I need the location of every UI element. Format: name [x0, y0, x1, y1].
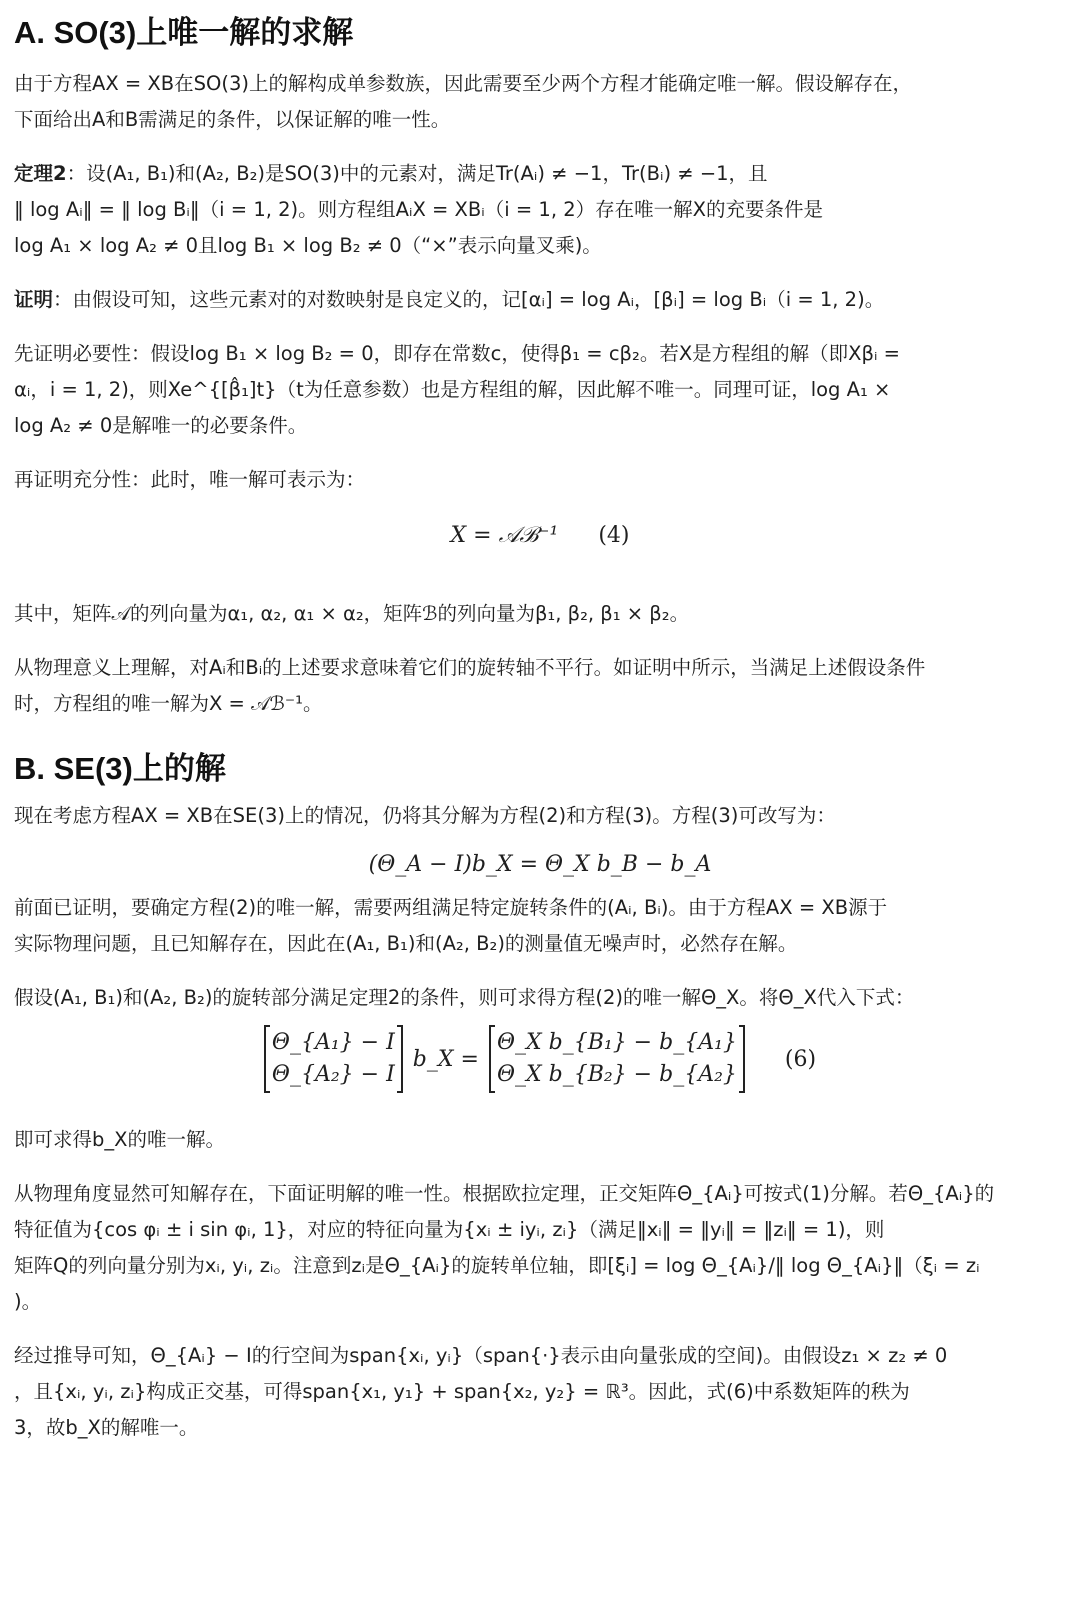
equation-6-middle: b_X = — [412, 1046, 479, 1072]
sufficiency-paragraph: 再证明充分性：此时，唯一解可表示为： — [14, 468, 366, 491]
equation-3 — [14, 840, 1066, 890]
columns-paragraph: 其中，矩阵𝒜的列向量为α₁, α₂, α₁ × α₂，矩阵ℬ的列向量为β₁, β₂, β₁ × β₂。 — [14, 602, 690, 625]
section-b-intro: 现在考虑方程AX = XB在SE(3)上的情况，仍将其分解为方程(2)和方程(3)。方程(3)可改写为： — [14, 804, 836, 827]
section-a-intro: 由于方程AX = XB在SO(3)上的解构成单参数族，因此需要至少两个方程才能确定唯一解。假设解存在， 下面给出A和B需满足的条件，以保证解的唯一性。 — [14, 72, 913, 131]
equation-4 — [14, 516, 1066, 588]
proof-label: 证明 — [14, 288, 54, 311]
necessity-paragraph: 先证明必要性：假设log B₁ × log B₂ = 0，即存在常数c，使得β₁ = cβ₂。若X是方程组的解（即Xβᵢ = αᵢ，i = 1, 2)，则Xe^{[β̂₁]t}（t为任意参数）也是方程组的解，因此解不唯一。同理可证，log A₁ × log A₂ ≠ 0是解唯一的必要条件。 — [14, 342, 901, 437]
theorem-text: ：设(A₁, B₁)和(A₂, B₂)是SO(3)中的元素对，满足Tr(Aᵢ) ≠ −1，Tr(Bᵢ) ≠ −1，且 ‖ log Aᵢ‖ = ‖ log Bᵢ‖（i = 1, 2)。则方程组AᵢX = XBᵢ（i = 1, 2）存在唯一解X的充要条件是 log A₁ × log A₂ ≠ 0且log B₁ × log B₂ ≠ 0（“×”表示向量叉乘)。 — [14, 162, 824, 257]
equation-6-right-row-1: Θ_X b_{B₁} − b_{A₁} — [496, 1030, 737, 1055]
equation-6-right-matrix — [489, 1025, 745, 1093]
euler-paragraph: 从物理角度显然可知解存在，下面证明解的唯一性。根据欧拉定理，正交矩阵Θ_{Aᵢ}可按式(1)分解。若Θ_{Aᵢ}的 特征值为{cos φᵢ ± i sin φᵢ, 1}，对应的特征向量为{xᵢ ± iyᵢ, zᵢ}（满足‖xᵢ‖ = ‖yᵢ‖ = ‖zᵢ‖ = 1)，则 矩阵Q的列向量分别为xᵢ, yᵢ, zᵢ。注意到zᵢ是Θ_{Aᵢ}的旋转单位轴，即[ξᵢ] = log Θ_{Aᵢ}/‖ log Θ_{Aᵢ}‖（ξᵢ = zᵢ )。 — [14, 1182, 995, 1313]
uniqueness-context-paragraph: 前面已证明，要确定方程(2)的唯一解，需要两组满足特定旋转条件的(Aᵢ, Bᵢ)。由于方程AX = XB源于 实际物理问题，且已知解存在，因此在(A₁, B₁)和(A₂, B₂)的测量值无噪声时，必然存在解。 — [14, 896, 888, 955]
proof-paragraph — [14, 282, 1066, 318]
equation-6-left-row-1: Θ_{A₁} − I — [271, 1030, 395, 1055]
solve-bx-paragraph: 即可求得b_X的唯一解。 — [14, 1128, 225, 1151]
proof-text: ：由假设可知，这些元素对的对数映射是良定义的，记[αᵢ] = log Aᵢ，[βᵢ] = log Bᵢ（i = 1, 2)。 — [53, 288, 885, 311]
equation-6-left-matrix — [264, 1025, 403, 1093]
equation-6-right-row-2: Θ_X b_{B₂} − b_{A₂} — [496, 1062, 737, 1087]
equation-6 — [14, 1016, 1066, 1102]
equation-4-body: X = 𝒜ℬ⁻¹ — [450, 523, 559, 548]
physical-meaning-paragraph: 从物理意义上理解，对Aᵢ和Bᵢ的上述要求意味着它们的旋转轴不平行。如证明中所示，当满足上述假设条件 时，方程组的唯一解为X = 𝒜ℬ⁻¹。 — [14, 656, 926, 715]
theorem-2 — [14, 156, 1066, 264]
theorem-label: 定理2 — [14, 162, 67, 185]
section-a-heading: A. SO(3)上唯一解的求解 — [14, 15, 354, 50]
equation-4-number: (4) — [598, 523, 630, 548]
equation-3-body: (Θ_A − I)b_X = Θ_X b_B − b_A — [368, 852, 712, 877]
substitution-paragraph: 假设(A₁, B₁)和(A₂, B₂)的旋转部分满足定理2的条件，则可求得方程(2)的唯一解Θ_X。将Θ_X代入下式： — [14, 986, 915, 1009]
equation-6-left-row-2: Θ_{A₂} − I — [271, 1062, 395, 1087]
section-b-heading: B. SE(3)上的解 — [14, 751, 226, 786]
rank-paragraph: 经过推导可知，Θ_{Aᵢ} − I的行空间为span{xᵢ, yᵢ}（span{·}表示由向量张成的空间)。由假设z₁ × z₂ ≠ 0 ，且{xᵢ, yᵢ, zᵢ}构成正交基，可得span{x₁, y₁} + span{x₂, y₂} = ℝ³。因此，式(6)中系数矩阵的秩为 3，故b_X的解唯一。 — [14, 1344, 948, 1439]
equation-6-number: (6) — [784, 1046, 817, 1072]
